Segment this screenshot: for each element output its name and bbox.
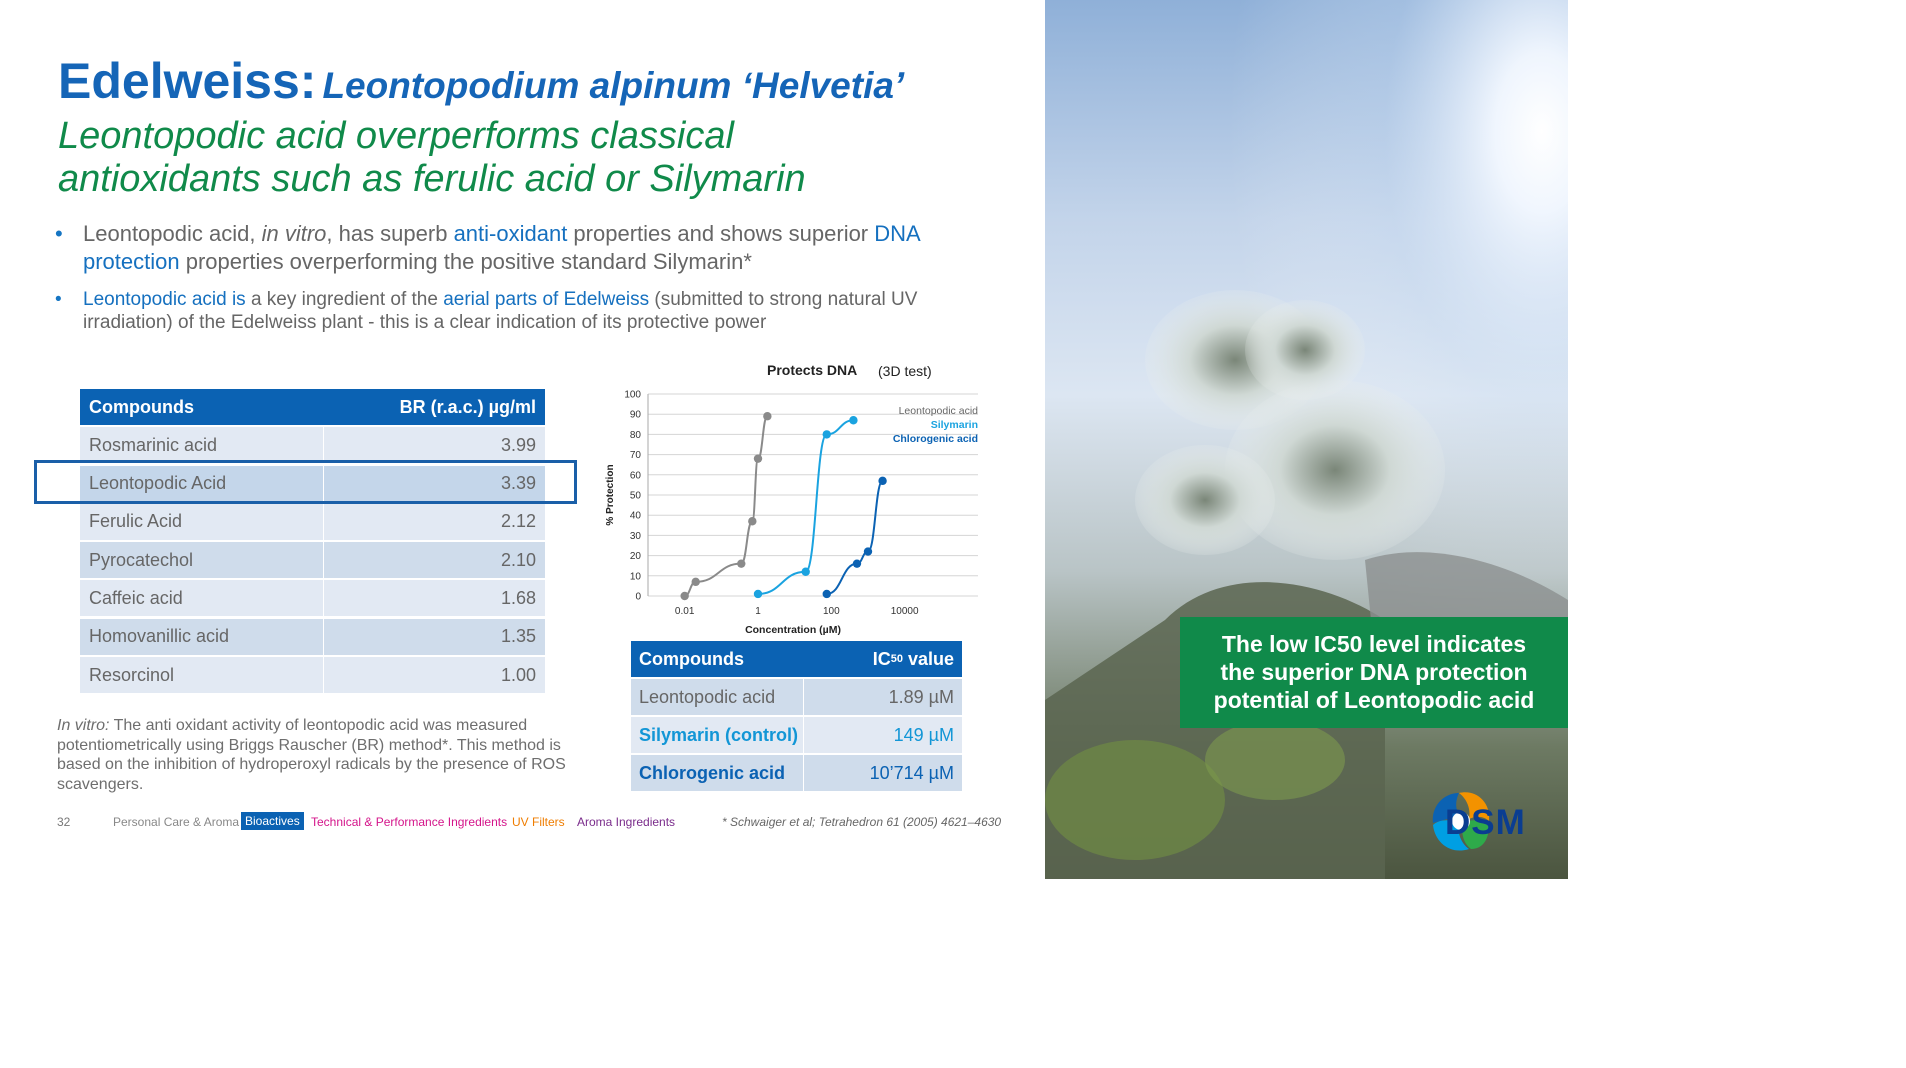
data-point — [754, 590, 762, 598]
chart-subtitle: (3D test) — [878, 363, 932, 379]
data-point — [823, 430, 831, 438]
table-row — [631, 717, 962, 753]
br-table — [80, 389, 545, 693]
y-tick-label: 80 — [629, 429, 641, 441]
bullet-item-2 — [55, 288, 995, 334]
b2-text-2: a key ingredient of the — [245, 289, 444, 310]
table-row — [80, 619, 545, 655]
ic50-header-ic: IC — [872, 648, 891, 669]
dsm-logo-text: DSM — [1445, 803, 1526, 842]
cell-value: 3.99 — [500, 434, 536, 455]
footer-category-bioactives[interactable]: Bioactives — [241, 812, 304, 830]
page-number: 32 — [57, 815, 71, 829]
cell-compound: Ferulic Acid — [80, 504, 324, 540]
cell-compound: Caffeic acid — [80, 580, 324, 616]
page-title — [58, 52, 904, 110]
table-row — [80, 542, 545, 578]
legend-entry: Silymarin — [930, 419, 978, 431]
table-row — [80, 657, 545, 693]
bullet-dot-icon: • — [55, 289, 62, 310]
title-main: Edelweiss: — [58, 53, 317, 109]
method-note — [57, 716, 587, 794]
footer-category-aroma[interactable]: Aroma Ingredients — [577, 815, 676, 829]
x-tick-label: 1 — [755, 606, 761, 617]
b2-text-1: Leontopodic acid is — [83, 289, 246, 310]
legend-entry: Leontopodic acid — [898, 405, 978, 417]
table-row — [80, 427, 545, 463]
ic50-table-header — [631, 641, 962, 677]
b1-text-antioxidant: anti-oxidant — [453, 221, 568, 246]
b1-text-dna: DNA protection — [83, 221, 920, 274]
table-row — [631, 755, 962, 791]
y-tick-label: 60 — [629, 470, 641, 482]
callout-box — [1180, 617, 1568, 728]
data-point — [680, 592, 688, 600]
subtitle-line-1: Leontopodic acid overperforms classical — [58, 115, 734, 157]
cell-compound: Leontopodic acid — [631, 679, 804, 715]
x-tick-label: 100 — [822, 606, 840, 617]
cell-compound: Rosmarinic acid — [80, 427, 324, 463]
cell-value: 3.39 — [500, 473, 536, 494]
note-lead: In vitro: — [57, 717, 110, 734]
cell-compound: Silymarin (control) — [631, 717, 804, 753]
y-tick-label: 100 — [624, 389, 641, 401]
b2-text-4: (submitted to strong natural UV irradiation) of the Edelweiss plant - this is a clear indication of its protective power — [83, 289, 918, 333]
cell-value: 10’714 µM — [869, 762, 954, 783]
footer-category-technical[interactable]: Technical & Performance Ingredients — [311, 815, 508, 829]
bullet-dot-icon: • — [55, 221, 63, 246]
cell-value: 149 µM — [893, 724, 954, 745]
b1-text-5: properties and shows superior — [567, 221, 875, 246]
y-tick-label: 50 — [629, 490, 641, 502]
edelweiss-photo — [1045, 0, 1568, 879]
legend-entry: Chlorogenic acid — [892, 433, 978, 445]
y-tick-label: 20 — [629, 551, 641, 563]
data-point — [823, 590, 831, 598]
data-point — [754, 454, 762, 462]
bullet-list — [55, 220, 995, 334]
data-point — [849, 416, 857, 424]
callout-line-1: The low IC50 level indicates — [1221, 631, 1527, 657]
series-line — [827, 481, 883, 594]
note-text: The anti oxidant activity of leontopodic acid was measured potentiometrically using Briggs Rauscher (BR) method*. This method is based on the inhibition of hydroperoxyl radicals by the presence of ROS scavengers. — [57, 717, 566, 793]
y-tick-label: 90 — [629, 409, 641, 421]
y-tick-label: 10 — [629, 571, 641, 583]
data-point — [763, 412, 771, 420]
subtitle-line-2: antioxidants such as ferulic acid or Silymarin — [58, 158, 806, 200]
footer-reference: * Schwaiger et al; Tetrahedron 61 (2005) 4621–4630 — [722, 815, 1002, 829]
ic50-header-value — [804, 641, 962, 677]
title-species: Leontopodium alpinum ‘Helvetia’ — [322, 65, 905, 106]
b1-text-invitro: in vitro — [261, 221, 327, 246]
y-tick-label: 0 — [635, 591, 641, 603]
footer-category-personal-care[interactable]: Personal Care & Aroma — [113, 815, 240, 829]
data-point — [853, 559, 861, 567]
ic50-header-suffix: value — [902, 648, 954, 669]
data-point — [878, 477, 886, 485]
ic50-table — [631, 641, 962, 791]
data-point — [692, 578, 700, 586]
cell-compound: Resorcinol — [80, 657, 324, 693]
page-subtitle — [58, 115, 806, 201]
cell-compound: Homovanillic acid — [80, 619, 324, 655]
x-axis-label: Concentration (µM) — [745, 624, 841, 636]
ic50-header-compounds: Compounds — [639, 648, 744, 669]
chart-title: Protects DNA — [767, 362, 858, 378]
table-row — [80, 580, 545, 616]
y-tick-label: 30 — [629, 530, 641, 542]
bullet-item-1 — [55, 220, 995, 276]
b2-text-aerial: aerial parts of Edelweiss — [443, 289, 650, 310]
cell-value: 1.35 — [500, 626, 536, 647]
cell-value: 1.68 — [500, 587, 536, 608]
y-axis-label: % Protection — [605, 464, 616, 526]
highlight-frame — [34, 460, 577, 504]
cell-value: 1.00 — [500, 664, 536, 685]
data-point — [864, 547, 872, 555]
ic50-header-50: 50 — [890, 653, 903, 665]
cell-compound: Leontopodic Acid — [80, 466, 324, 502]
table-row — [631, 679, 962, 715]
cell-compound: Chlorogenic acid — [631, 755, 804, 791]
table-row — [80, 504, 545, 540]
cell-value: 2.12 — [500, 511, 536, 532]
b1-text-3: , has superb — [326, 221, 454, 246]
b1-text-7: properties overperforming the positive standard Silymarin* — [179, 249, 752, 274]
callout-line-2: the superior DNA protection — [1220, 659, 1528, 685]
y-tick-label: 40 — [629, 510, 641, 522]
cell-value: 2.10 — [500, 549, 536, 570]
cell-compound: Pyrocatechol — [80, 542, 324, 578]
footer-category-uv-filters[interactable]: UV Filters — [512, 815, 565, 829]
b1-text-1: Leontopodic acid, — [83, 221, 262, 246]
data-point — [748, 517, 756, 525]
x-tick-label: 0.01 — [674, 606, 695, 617]
dna-protection-chart — [600, 380, 990, 640]
br-table-header — [80, 389, 545, 425]
br-header-compounds: Compounds — [89, 396, 194, 417]
cell-value: 1.89 µM — [888, 686, 954, 707]
series-line — [685, 416, 768, 596]
y-tick-label: 70 — [629, 450, 641, 462]
callout-line-3: potential of Leontopodic acid — [1213, 687, 1535, 713]
br-header-value: BR (r.a.c.) µg/ml — [399, 396, 536, 417]
data-point — [802, 568, 810, 576]
data-point — [737, 559, 745, 567]
x-tick-label: 10000 — [890, 606, 919, 617]
